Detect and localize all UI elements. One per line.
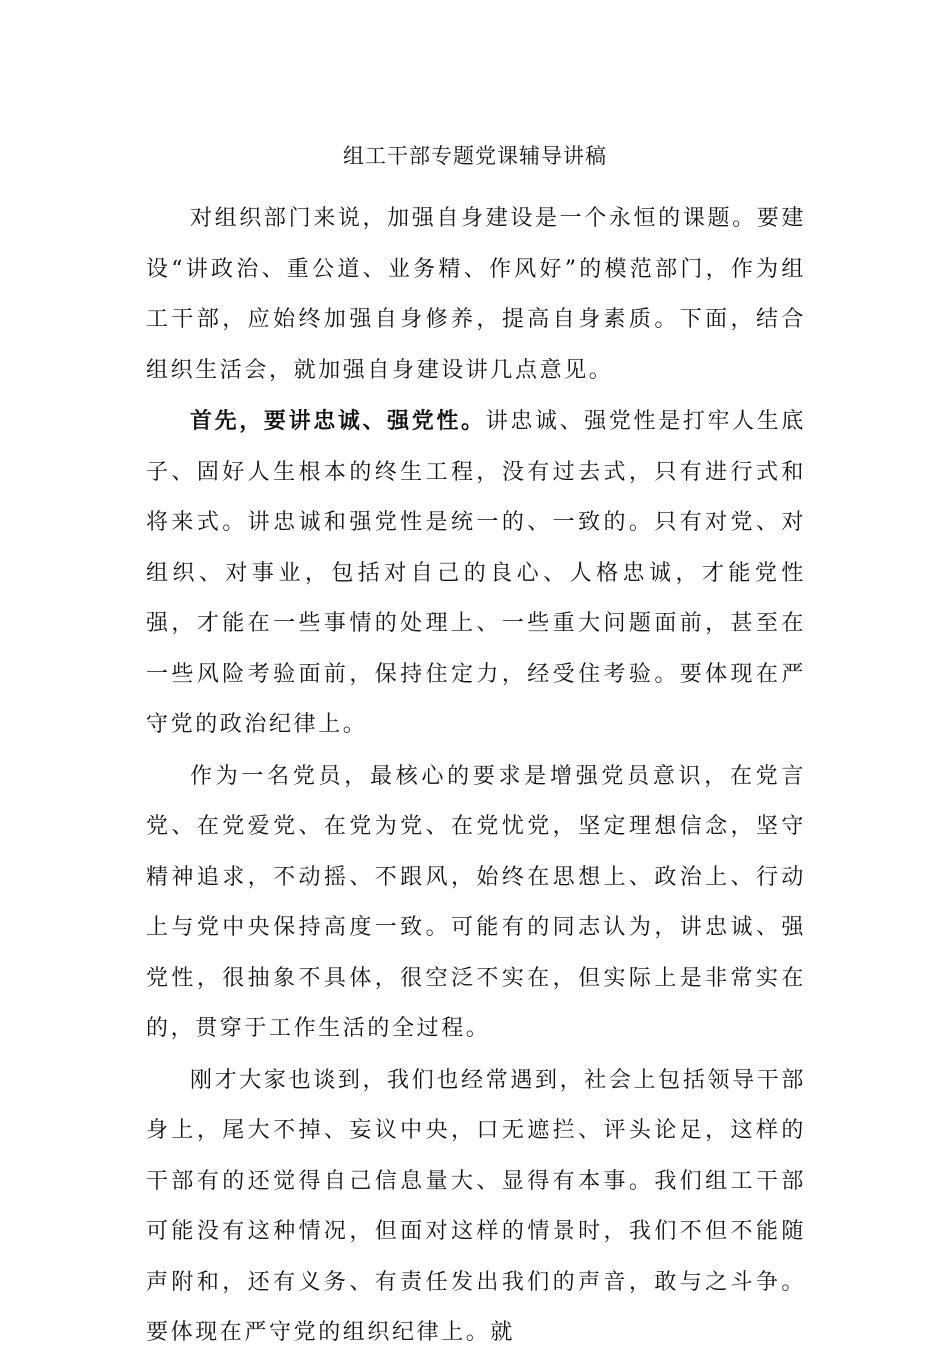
paragraph-text: 讲忠诚、强党性是打牢人生底子、固好人生根本的终生工程，没有过去式，只有进行式和将来式。讲忠诚和强党性是统一的、一致的。只有对党、对组织、对事业，包括对自己的良心、人格忠诚，才能党性强，才能在一些事情的处理上、一些重大问题面前，甚至在一些风险考验面前，保持住定力，经受住考验。要体现在严守党的政治纪律上。 [146,409,806,737]
paragraph-text: 作为一名党员，最核心的要求是增强党员意识，在党言党、在党爱党、在党为党、在党忧党，坚定理想信念，坚守精神追求，不动摇、不跟风，始终在思想上、政治上、行动上与党中央保持高度一致。可能有的同志认为，讲忠诚、强党性，很抽象不具体，很空泛不实在，但实际上是非常实在的，贯穿于工作生活的全过程。 [146,763,806,1041]
paragraph-party-member [146,751,806,1055]
paragraph-discipline [146,1055,806,1359]
document-title: 组工干部专题党课辅导讲稿 [343,144,607,168]
paragraph-loyalty [146,396,806,751]
paragraph-intro [146,193,806,396]
document-body [146,193,806,1359]
paragraph-lead-bold: 首先，要讲忠诚、强党性。 [190,408,486,434]
paragraph-text: 对组织部门来说，加强自身建设是一个永恒的课题。要建设“讲政治、重公道、业务精、作风好”的模范部门，作为组工干部，应始终加强自身修养，提高自身素质。下面，结合组织生活会，就加强自身建设讲几点意见。 [146,206,806,383]
paragraph-text: 刚才大家也谈到，我们也经常遇到，社会上包括领导干部身上，尾大不掉、妄议中央，口无遮拦、评头论足，这样的干部有的还觉得自己信息量大、显得有本事。我们组工干部可能没有这种情况，但面对这样的情景时，我们不但不能随声附和，还有义务、有责任发出我们的声音，敢与之斗争。要体现在严守党的组织纪律上。就 [146,1067,806,1345]
